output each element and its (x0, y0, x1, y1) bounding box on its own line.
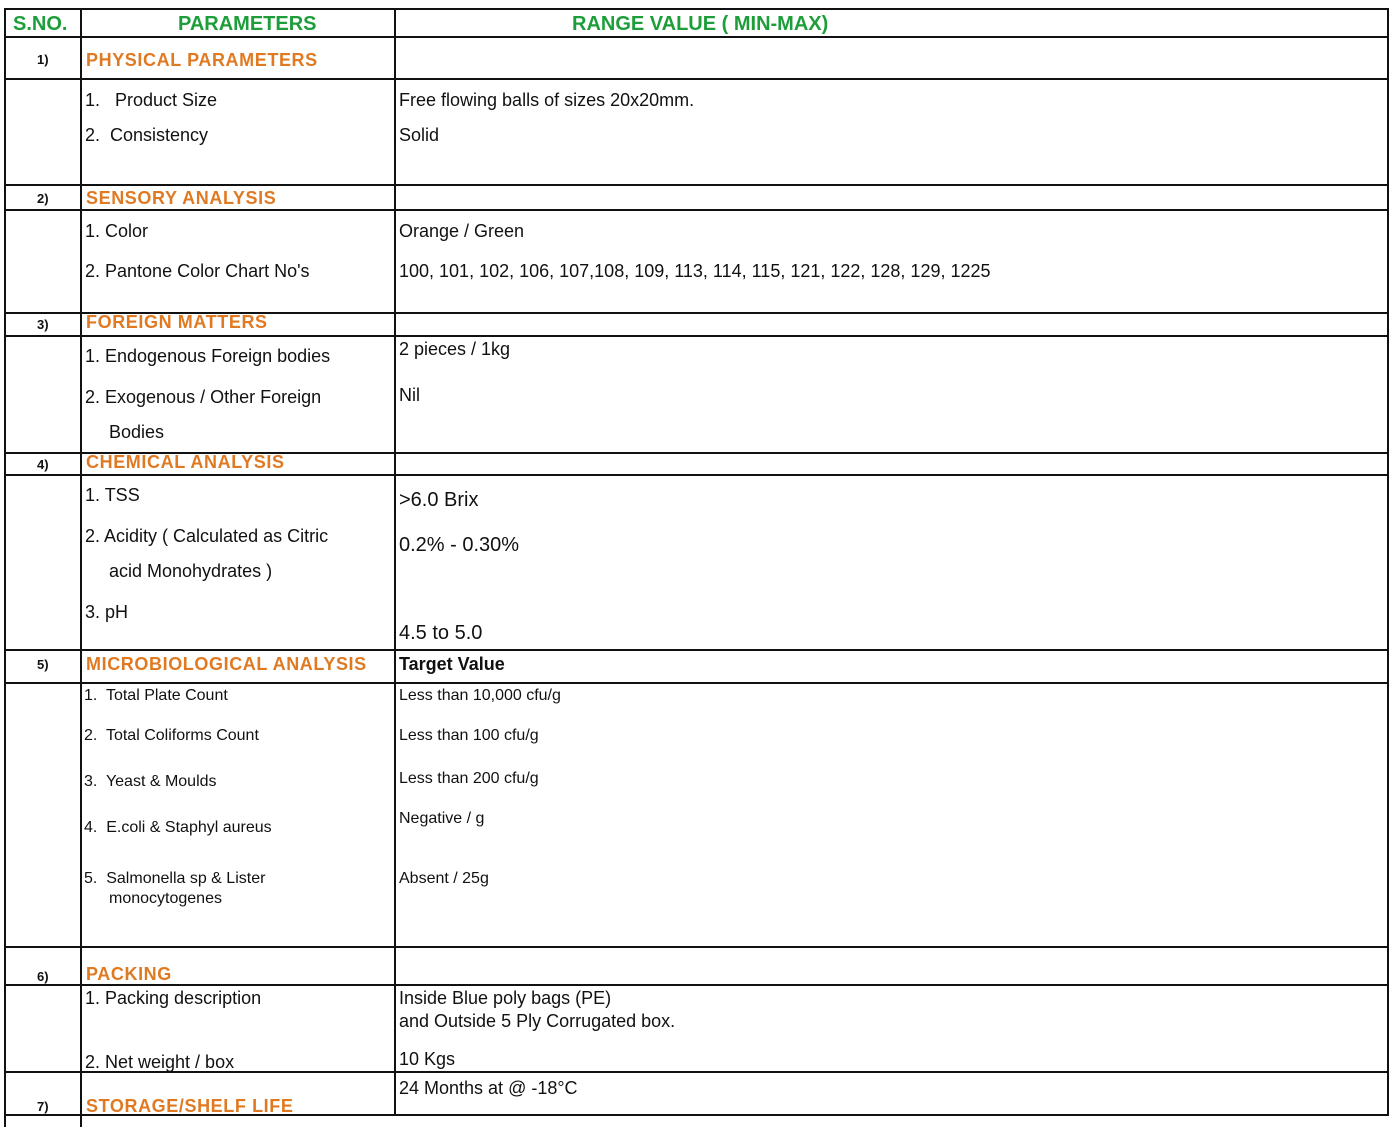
parameter-label: 2. Total Coliforms Count (84, 727, 259, 744)
rule (4, 649, 1389, 651)
parameter-label: 1. Packing description (85, 988, 262, 1008)
parameter-label: 1. TSS (85, 485, 140, 505)
section-title: STORAGE/SHELF LIFE (86, 1096, 294, 1116)
parameter-value: 4.5 to 5.0 (399, 622, 483, 644)
parameter-value: 2 pieces / 1kg (399, 339, 511, 359)
parameter-label: 5. Salmonella sp & Lister (84, 870, 266, 887)
section-title: PACKING (86, 964, 172, 984)
parameter-value: Less than 200 cfu/g (399, 770, 539, 787)
rule-right (1387, 8, 1389, 1116)
section-title: CHEMICAL ANALYSIS (86, 452, 285, 472)
rule (4, 78, 1389, 80)
section-number: 6) (37, 969, 49, 984)
rule (4, 946, 1389, 948)
parameter-label: 4. E.coli & Staphyl aureus (84, 819, 272, 836)
section-title: PHYSICAL PARAMETERS (86, 50, 318, 70)
parameter-label: 1. Product Size (85, 90, 218, 110)
parameter-value: 0.2% - 0.30% (399, 534, 520, 556)
parameter-value: 100, 101, 102, 106, 107,108, 109, 113, 114, 115, 121, 122, 128, 129, 1225 (399, 261, 991, 281)
section-number: 2) (37, 191, 49, 206)
parameter-value: Absent / 25g (399, 870, 489, 887)
parameter-label-cont: monocytogenes (109, 890, 222, 907)
parameter-label: 2. Acidity ( Calculated as Citric (85, 526, 329, 546)
rule-col2 (394, 8, 396, 1115)
parameter-value: Solid (399, 125, 440, 145)
rule-col1 (80, 8, 82, 1127)
rule (4, 335, 1389, 337)
parameter-value: Negative / g (399, 810, 485, 827)
parameter-value-cont: and Outside 5 Ply Corrugated box. (399, 1011, 676, 1031)
header-parameters: PARAMETERS (178, 13, 317, 35)
rule (4, 682, 1389, 684)
parameter-label: 2. Consistency (85, 125, 209, 145)
parameter-label: 2. Net weight / box (85, 1052, 235, 1072)
parameter-value: Less than 10,000 cfu/g (399, 687, 561, 704)
storage-value: 24 Months at @ -18°C (399, 1078, 578, 1098)
parameter-label-cont: acid Monohydrates ) (109, 561, 273, 581)
parameter-value: Inside Blue poly bags (PE) (399, 988, 612, 1008)
parameter-label: 3. Yeast & Moulds (84, 773, 217, 790)
section-number: 1) (37, 52, 49, 67)
section-title: MICROBIOLOGICAL ANALYSIS (86, 654, 367, 674)
parameter-value: Free flowing balls of sizes 20x20mm. (399, 90, 695, 110)
rule (4, 474, 1389, 476)
parameter-label: 1. Endogenous Foreign bodies (85, 346, 331, 366)
section-number: 7) (37, 1099, 49, 1114)
rule (4, 209, 1389, 211)
parameter-label: 2. Pantone Color Chart No's (85, 261, 310, 281)
parameter-label: 3. pH (85, 602, 129, 622)
section-title: FOREIGN MATTERS (86, 312, 268, 332)
header-range: RANGE VALUE ( MIN-MAX) (572, 13, 829, 35)
parameter-label: 1. Color (85, 221, 149, 241)
section-number: 3) (37, 317, 49, 332)
rule-left (4, 8, 6, 1127)
parameter-value: Orange / Green (399, 221, 525, 241)
parameter-value: Nil (399, 385, 420, 405)
parameter-value: 10 Kgs (399, 1049, 456, 1069)
rule-top (4, 8, 1389, 10)
header-sno: S.NO. (13, 13, 68, 35)
value-column-header: Target Value (399, 654, 505, 674)
parameter-label-cont: Bodies (109, 422, 165, 442)
parameter-value: >6.0 Brix (399, 489, 479, 511)
section-number: 5) (37, 657, 49, 672)
section-number: 4) (37, 457, 49, 472)
rule (4, 984, 1389, 986)
section-title: SENSORY ANALYSIS (86, 188, 277, 208)
parameter-label: 1. Total Plate Count (84, 687, 228, 704)
rule (4, 184, 1389, 186)
parameter-label: 2. Exogenous / Other Foreign (85, 387, 322, 407)
parameter-value: Less than 100 cfu/g (399, 727, 539, 744)
